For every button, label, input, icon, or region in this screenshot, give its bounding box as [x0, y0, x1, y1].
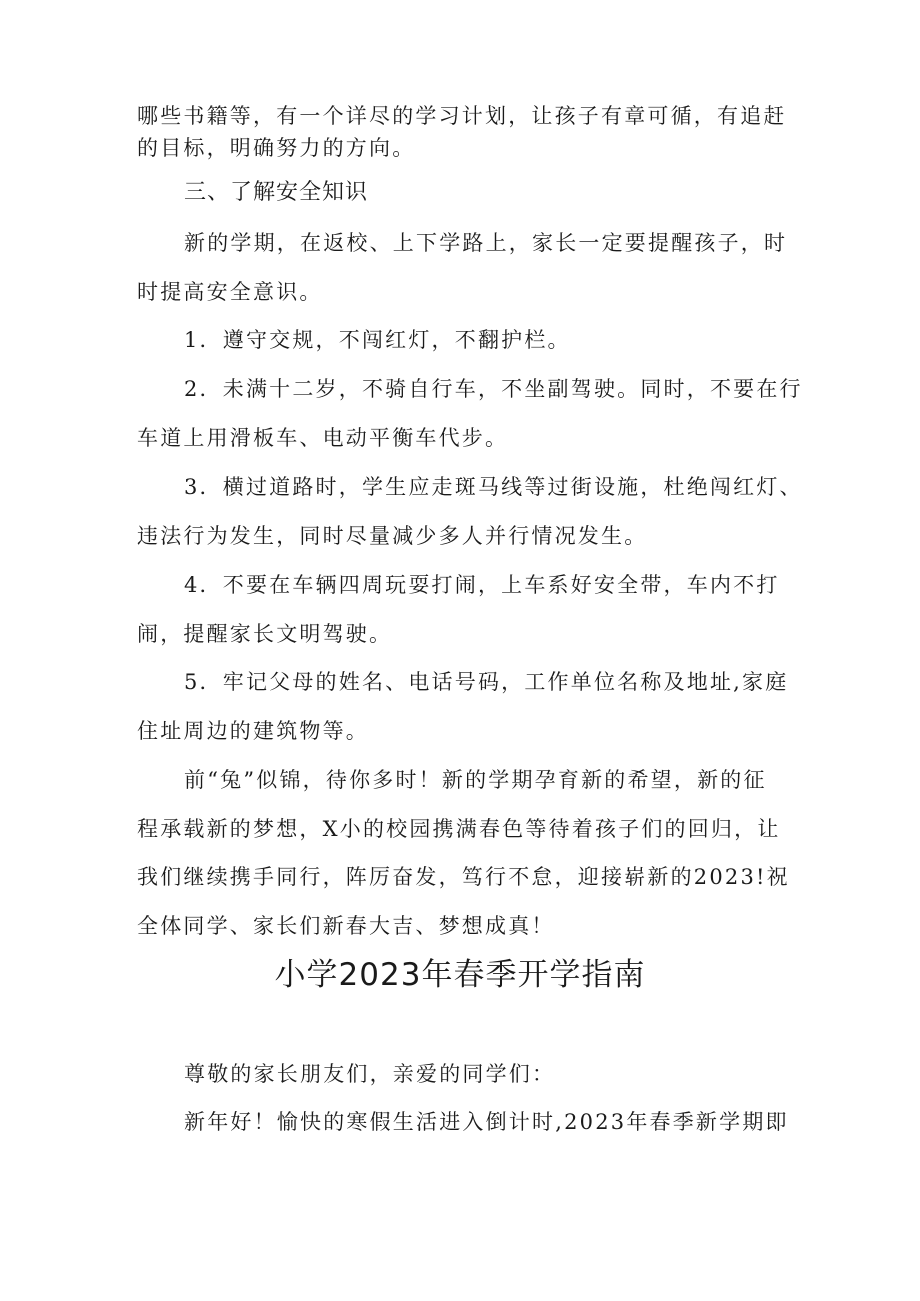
document-title: 小学2023年春季开学指南: [274, 957, 646, 993]
list-item-5-continued: 住址周边的建筑物等。: [137, 719, 369, 743]
list-item-3: 3．横过道路时，学生应走斑马线等过街设施，杜绝闯红灯、: [184, 475, 803, 499]
list-item-2: 2．未满十二岁，不骑自行车，不坐副驾驶。同时，不要在行: [184, 377, 803, 401]
paragraph-line: 时提高安全意识。: [137, 280, 323, 304]
greeting: 尊敬的家长朋友们，亲爱的同学们：: [184, 1062, 556, 1086]
closing-paragraph-line: 我们继续携手同行，阵厉奋发，笃行不怠，迎接崭新的2023!祝: [137, 865, 790, 889]
list-item-1: 1．遵守交规，不闯红灯，不翻护栏。: [184, 328, 571, 352]
paragraph-line: 新的学期，在返校、上下学路上，家长一定要提醒孩子，时: [184, 231, 788, 255]
list-item-4: 4．不要在车辆四周玩耍打闹，上车系好安全带，车内不打: [184, 573, 780, 597]
closing-paragraph-line: 全体同学、家长们新春大吉、梦想成真！: [137, 914, 555, 938]
paragraph-line: 哪些书籍等，有一个详尽的学习计划，让孩子有章可循，有追赶: [137, 104, 787, 128]
closing-paragraph-line: 程承载新的梦想，X小的校园携满春色等待着孩子们的回归，让: [137, 817, 781, 841]
paragraph-line: 的目标，明确努力的方向。: [137, 136, 416, 160]
closing-paragraph-line: 前“兔”似锦，待你多时！新的学期孕育新的希望，新的征: [184, 768, 767, 792]
list-item-3-continued: 违法行为发生，同时尽量减少多人并行情况发生。: [137, 524, 648, 548]
list-item-5: 5．牢记父母的姓名、电话号码，工作单位名称及地址,家庭: [184, 670, 789, 694]
list-item-4-continued: 闹，提醒家长文明驾驶。: [137, 622, 393, 646]
paragraph-line: 新年好！愉快的寒假生活进入倒计时,2023年春季新学期即: [184, 1110, 789, 1134]
section-heading: 三、了解安全知识: [184, 180, 369, 205]
list-item-2-continued: 车道上用滑板车、电动平衡车代步。: [137, 426, 509, 450]
